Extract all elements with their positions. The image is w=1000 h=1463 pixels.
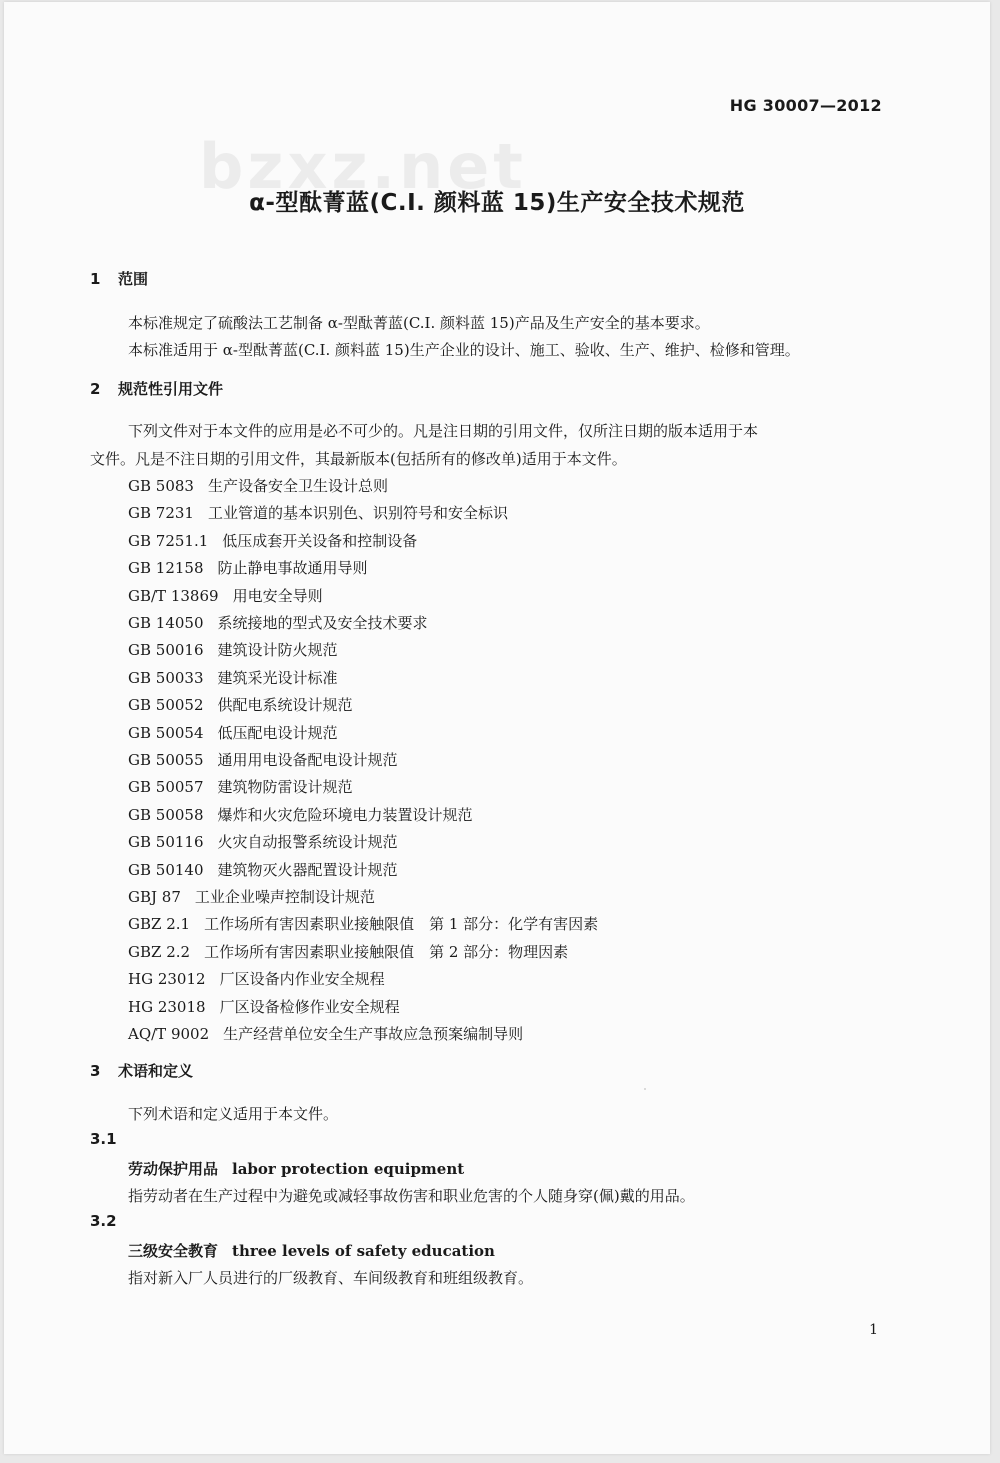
scope-paragraph: 本标准规定了硫酸法工艺制备 α-型酞菁蓝(C.I. 颜料蓝 15)产品及生产安全的基本要求。 <box>128 314 710 332</box>
reference-code: GB 12158 <box>128 559 204 577</box>
reference-code: GB 50054 <box>128 724 204 742</box>
reference-title: 低压成套开关设备和控制设备 <box>222 532 418 550</box>
reference-code: HG 23018 <box>128 998 206 1016</box>
reference-title: 建筑物防雷设计规范 <box>217 778 353 796</box>
reference-item <box>128 475 388 496</box>
reference-code: GBZ 2.2 <box>128 943 191 961</box>
reference-item <box>128 886 375 907</box>
section-title: 范围 <box>118 270 149 288</box>
reference-title: 生产经营单位安全生产事故应急预案编制导则 <box>223 1025 524 1043</box>
section-title: 规范性引用文件 <box>118 380 224 398</box>
reference-item <box>128 585 323 606</box>
term-entry <box>128 1240 495 1261</box>
reference-code: GBZ 2.1 <box>128 915 191 933</box>
reference-code: HG 23012 <box>128 970 206 988</box>
term-english: three levels of safety education <box>232 1242 495 1260</box>
reference-item <box>128 667 338 688</box>
reference-item <box>128 804 473 825</box>
reference-code: GB 50033 <box>128 669 204 687</box>
reference-item <box>128 968 385 989</box>
clause-number: 3.1 <box>90 1130 117 1148</box>
reference-code: GB 50140 <box>128 861 204 879</box>
section-heading-terms <box>90 1060 193 1081</box>
references-intro-line: 文件。凡是不注日期的引用文件，其最新版本(包括所有的修改单)适用于本文件。 <box>90 450 627 468</box>
reference-item <box>128 749 398 770</box>
reference-code: AQ/T 9002 <box>128 1025 210 1043</box>
reference-code: GB/T 13869 <box>128 587 219 605</box>
term-definition: 指对新入厂人员进行的厂级教育、车间级教育和班组级教育。 <box>128 1269 534 1287</box>
term-english: labor protection equipment <box>232 1160 465 1178</box>
reference-title: 工作场所有害因素职业接触限值 第 1 部分：化学有害因素 <box>204 915 599 933</box>
term-definition: 指劳动者在生产过程中为避免或减轻事故伤害和职业危害的个人随身穿(佩)戴的用品。 <box>128 1187 695 1205</box>
reference-item <box>128 722 338 743</box>
scan-speck <box>644 1088 646 1090</box>
reference-item <box>128 612 428 633</box>
reference-title: 防止静电事故通用导则 <box>217 559 368 577</box>
reference-title: 厂区设备检修作业安全规程 <box>219 998 400 1016</box>
reference-title: 建筑设计防火规范 <box>217 641 338 659</box>
reference-title: 建筑采光设计标准 <box>217 669 338 687</box>
reference-item <box>128 859 398 880</box>
terms-intro: 下列术语和定义适用于本文件。 <box>128 1105 339 1123</box>
reference-title: 建筑物灭火器配置设计规范 <box>217 861 398 879</box>
section-heading-scope <box>90 268 148 289</box>
scope-paragraph: 本标准适用于 α-型酞菁蓝(C.I. 颜料蓝 15)生产企业的设计、施工、验收、生产、维护、检修和管理。 <box>128 341 800 359</box>
section-number: 3 <box>90 1062 101 1080</box>
section-heading-references <box>90 378 223 399</box>
reference-title: 工业企业噪声控制设计规范 <box>194 888 375 906</box>
reference-title: 厂区设备内作业安全规程 <box>219 970 385 988</box>
references-intro-line: 下列文件对于本文件的应用是必不可少的。凡是注日期的引用文件，仅所注日期的版本适用于本 <box>128 422 759 440</box>
reference-code: GB 50055 <box>128 751 204 769</box>
document-page <box>4 2 990 1454</box>
document-title: α-型酞菁蓝(C.I. 颜料蓝 15)生产安全技术规范 <box>249 190 745 216</box>
reference-item <box>128 996 400 1017</box>
reference-title: 供配电系统设计规范 <box>217 696 353 714</box>
reference-title: 通用用电设备配电设计规范 <box>217 751 398 769</box>
section-number: 2 <box>90 380 101 398</box>
reference-item <box>128 1023 523 1044</box>
reference-item <box>128 557 368 578</box>
term-entry <box>128 1158 464 1179</box>
reference-code: GB 50052 <box>128 696 204 714</box>
reference-code: GB 50116 <box>128 833 204 851</box>
page-number: 1 <box>869 1322 878 1338</box>
reference-code: GB 14050 <box>128 614 204 632</box>
watermark: bzxz.net <box>199 130 527 203</box>
reference-code: GB 5083 <box>128 477 194 495</box>
reference-item <box>128 502 508 523</box>
reference-item <box>128 913 598 934</box>
reference-item <box>128 776 353 797</box>
reference-title: 用电安全导则 <box>232 587 323 605</box>
section-title: 术语和定义 <box>118 1062 194 1080</box>
term-chinese: 三级安全教育 <box>128 1242 219 1260</box>
reference-title: 爆炸和火灾危险环境电力装置设计规范 <box>217 806 473 824</box>
reference-title: 火灾自动报警系统设计规范 <box>217 833 398 851</box>
reference-code: GB 7231 <box>128 504 194 522</box>
reference-code: GB 50016 <box>128 641 204 659</box>
reference-title: 低压配电设计规范 <box>217 724 338 742</box>
reference-item <box>128 694 353 715</box>
section-number: 1 <box>90 270 101 288</box>
reference-item <box>128 639 338 660</box>
reference-item <box>128 941 568 962</box>
reference-title: 生产设备安全卫生设计总则 <box>207 477 388 495</box>
reference-item <box>128 530 417 551</box>
clause-number: 3.2 <box>90 1212 117 1230</box>
reference-code: GB 50057 <box>128 778 204 796</box>
reference-item <box>128 831 398 852</box>
reference-title: 工作场所有害因素职业接触限值 第 2 部分：物理因素 <box>204 943 569 961</box>
standard-code: HG 30007—2012 <box>729 96 882 115</box>
reference-code: GB 50058 <box>128 806 204 824</box>
term-chinese: 劳动保护用品 <box>128 1160 219 1178</box>
reference-title: 工业管道的基本识别色、识别符号和安全标识 <box>207 504 508 522</box>
reference-title: 系统接地的型式及安全技术要求 <box>217 614 428 632</box>
reference-code: GBJ 87 <box>128 888 181 906</box>
reference-code: GB 7251.1 <box>128 532 209 550</box>
